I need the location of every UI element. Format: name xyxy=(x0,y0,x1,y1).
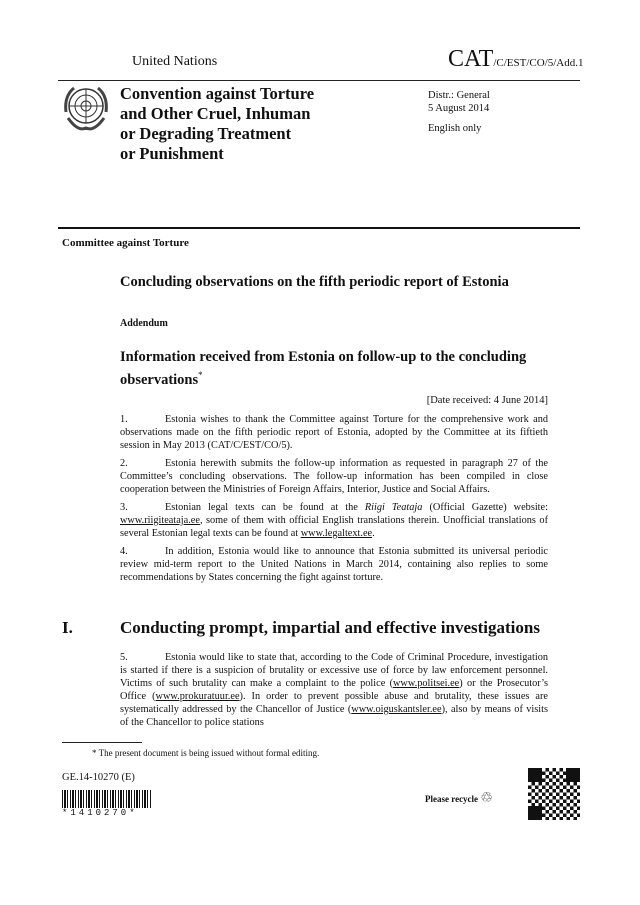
para-text: ) or the Prosecutor’s Office ( xyxy=(120,678,548,702)
para-text: ). In order to prevent possible abuse and brutality, these issues are systematically addressed by the Chancellor of Justice ( xyxy=(120,691,548,715)
gazette-name: Riigi Teataja xyxy=(364,502,423,513)
para-text: Estonia wishes to thank the Committee against Torture for the comprehensive work and observations made on the fifth periodic report of Estonia, adopted by the Committee at its fiftieth session in May 2013 (CAT/C/EST/CO/5). xyxy=(120,414,548,451)
section-heading xyxy=(62,618,540,638)
addendum-label: Addendum xyxy=(120,318,168,329)
para-text: (Official Gazette) website: xyxy=(422,502,548,513)
link-oiguskantsler[interactable]: www.oiguskantsler.ee xyxy=(351,704,442,715)
para-number: 1. xyxy=(120,414,128,425)
paragraphs xyxy=(120,413,548,589)
paragraph-4 xyxy=(120,545,548,584)
heading-text: Information received from Estonia on follow-up to the concluding observations xyxy=(120,349,527,388)
issue-date: 5 August 2014 xyxy=(428,103,490,114)
para-text: Estonia would like to state that, according to the Code of Criminal Procedure, investigation is started if there is a suspicion of brutality or excessive use of force by law enforcement personnel. Victims of such brutality can make a complaint to the police ( xyxy=(120,652,548,689)
date-received: [Date received: 4 June 2014] xyxy=(426,395,548,406)
symbol-sub: /C/EST/CO/5/Add.1 xyxy=(493,57,584,69)
link-legaltext[interactable]: www.legaltext.ee xyxy=(300,528,373,539)
para-text: In addition, Estonia would like to announce that Estonia submitted its universal periodic review mid-term report to the United Nations in March 2014, containing also replies to some recommendations by States concerning the fight against torture. xyxy=(120,546,548,583)
para-number: 2. xyxy=(120,458,128,469)
convention-title xyxy=(120,84,314,164)
paragraph-5 xyxy=(120,651,548,729)
job-number: GE.14-10270 (E) xyxy=(62,772,135,783)
title-line: and Other Cruel, Inhuman xyxy=(120,104,311,123)
footnote-divider xyxy=(62,742,142,743)
symbol-main: CAT xyxy=(448,46,494,72)
para-text: , some of them with official English translations therein. Unofficial translations of several Estonian legal texts can be found at xyxy=(120,515,548,539)
link-politsei[interactable]: www.politsei.ee xyxy=(393,678,460,689)
heading-concluding-observations: Concluding observations on the fifth periodic report of Estonia xyxy=(120,274,509,290)
paragraph-2 xyxy=(120,457,548,496)
thick-divider xyxy=(58,227,580,229)
link-prokuratuur[interactable]: www.prokuratuur.ee xyxy=(155,691,240,702)
para-text: Estonia herewith submits the follow-up information as requested in paragraph 27 of the Committee’s concluding observations. The follow-up information has been compiled in close cooperation between the Ministries of Foreign Affairs, Interior, Justice and Social Affairs. xyxy=(120,458,548,495)
section-title: Conducting prompt, impartial and effective investigations xyxy=(120,618,540,637)
recycle-text: Please recycle xyxy=(425,794,479,804)
title-line: or Degrading Treatment xyxy=(120,124,292,143)
committee-name: Committee against Torture xyxy=(62,237,189,249)
divider xyxy=(58,80,580,81)
title-line: or Punishment xyxy=(120,144,224,163)
document-symbol xyxy=(448,46,584,73)
link-riigiteataja[interactable]: www.riigiteataja.ee xyxy=(120,515,200,526)
barcode-icon xyxy=(62,790,152,808)
section-number: I. xyxy=(62,618,73,637)
para-number: 5. xyxy=(120,652,128,663)
para-text: ), also by means of visits of the Chancellor to police stations xyxy=(120,704,548,728)
para-text: Estonian legal texts can be found at the xyxy=(165,502,365,513)
org-name: United Nations xyxy=(132,54,218,69)
distribution-block xyxy=(428,89,490,135)
qr-code-icon xyxy=(528,768,580,820)
footnote: * The present document is being issued without formal editing. xyxy=(92,748,320,758)
footnote-mark: * xyxy=(198,370,203,380)
para-text: . xyxy=(372,528,375,539)
paragraph-3 xyxy=(120,501,548,540)
recycle-icon: ♲ xyxy=(480,791,493,806)
paragraph-1 xyxy=(120,413,548,452)
para-number: 4. xyxy=(120,546,128,557)
heading-information-received xyxy=(120,348,550,389)
distr: Distr.: General xyxy=(428,90,490,101)
title-line: Convention against Torture xyxy=(120,84,315,103)
barcode-number: *1410270* xyxy=(62,808,138,818)
recycle-label xyxy=(425,790,493,807)
language: English only xyxy=(428,123,482,134)
para-number: 3. xyxy=(120,502,128,513)
un-emblem-icon xyxy=(60,82,112,134)
